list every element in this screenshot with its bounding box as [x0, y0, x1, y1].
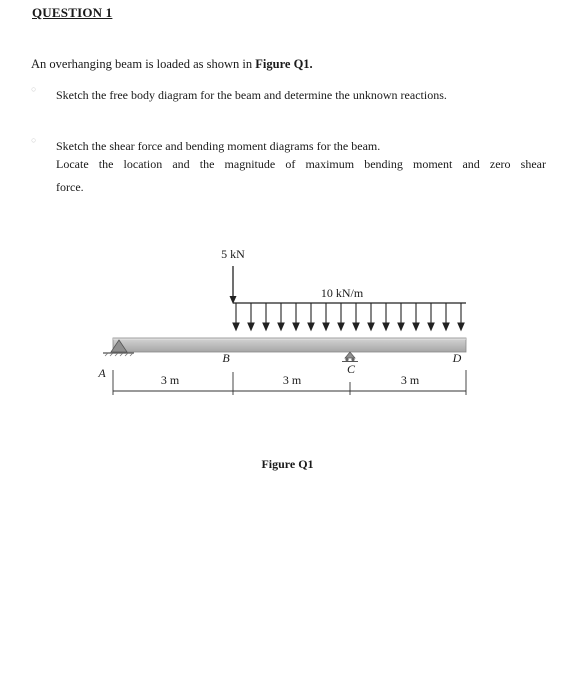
- span-label-bc: 3 m: [282, 373, 302, 387]
- figure-reference: Figure Q1.: [255, 57, 313, 71]
- span-label-ab: 3 m: [160, 373, 180, 387]
- task-max-moment-line1: Locate the location and the magnitude of maximum bending moment and zero shear: [56, 157, 546, 171]
- point-load: [221, 247, 245, 304]
- task-max-moment-line2: force.: [56, 180, 84, 194]
- bullet-marker: ○: [31, 135, 37, 145]
- point-label-a: A: [98, 366, 106, 380]
- distributed-load-label: 10 kN/m: [320, 286, 364, 300]
- question-heading: QUESTION 1: [32, 5, 113, 20]
- point-load-label: 5 kN: [221, 247, 245, 261]
- span-label-cd: 3 m: [400, 373, 420, 387]
- problem-statement-text: An overhanging beam is loaded as shown in: [31, 57, 256, 71]
- task-shear-moment-diagrams: Sketch the shear force and bending moment diagrams for the beam.: [56, 139, 381, 153]
- point-label-c: C: [346, 362, 356, 376]
- figure-caption: Figure Q1: [261, 457, 314, 471]
- point-label-b: B: [222, 351, 230, 365]
- task-free-body-diagram: Sketch the free body diagram for the beam and determine the unknown reactions.: [56, 88, 447, 102]
- bullet-marker: ○: [31, 84, 37, 94]
- udl-arrows: [233, 303, 464, 330]
- distributed-load: [233, 286, 466, 330]
- beam: [113, 338, 466, 352]
- point-label-d: D: [452, 351, 462, 365]
- roller-support-c: [342, 352, 358, 362]
